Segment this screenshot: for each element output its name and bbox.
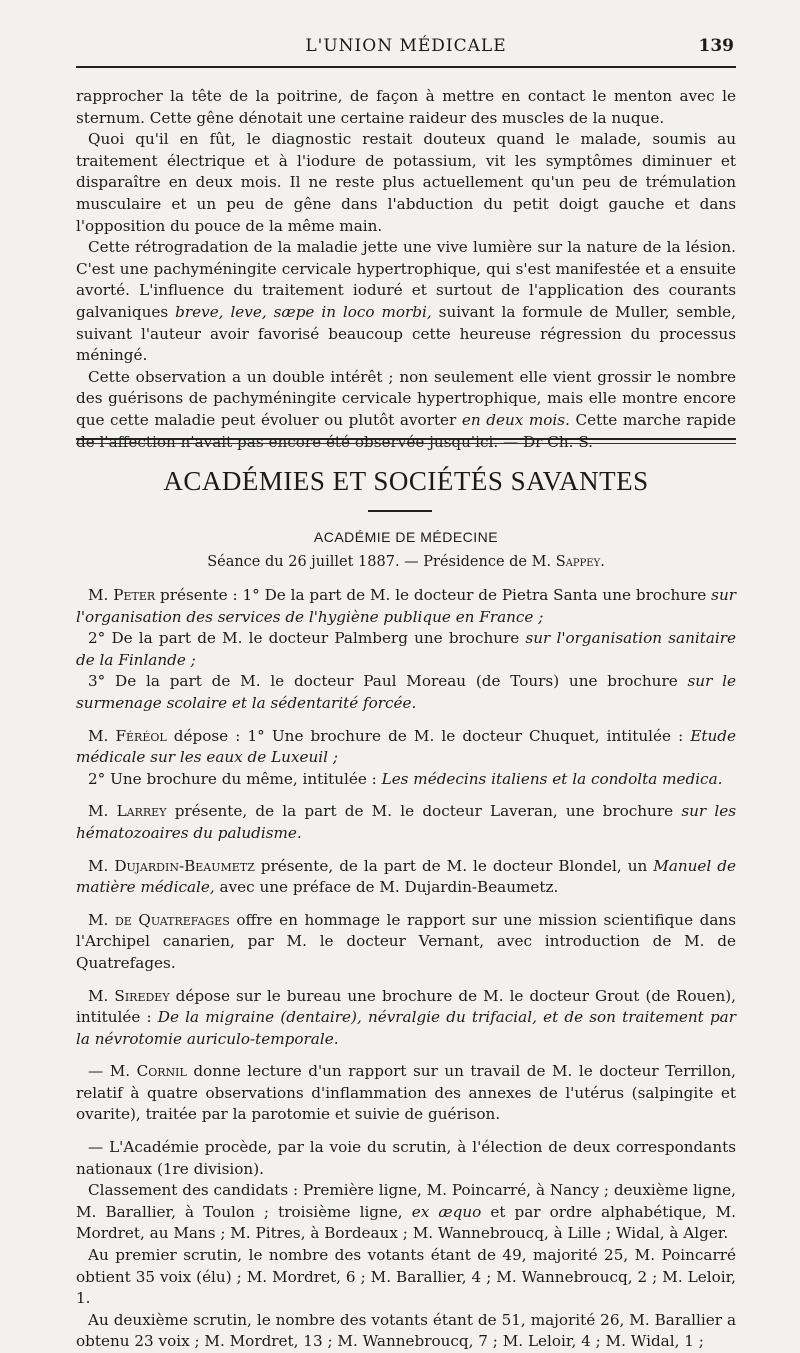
paragraph: M. Larrey présente, de la part de M. le docteur Laveran, une brochure sur les hématozoaires du paludisme. [76, 802, 736, 842]
paragraph: Quoi qu'il en fût, le diagnostic restait douteux quand le malade, soumis au traitement électrique et à l'iodure de potassium, vit les symptômes diminuer et disparaître en deux mois. Il ne reste plus actuellement qu'un peu de trémulation musculaire et un peu de gêne dans l'abduction du petit doigt gauche et dans l'opposition du pouce de la même main. [76, 130, 736, 235]
paragraph: M. Siredey dépose sur le bureau une brochure de M. le docteur Grout (de Rouen), intitulée : De la migraine (dentaire), névralgie du trifacial, et de son traitement par la névrotomie auriculo-temporale. [76, 986, 736, 1048]
intro-text [76, 86, 736, 453]
section-title: ACADÉMIES ET SOCIÉTÉS SAVANTES [163, 466, 649, 496]
session-text [76, 585, 736, 1353]
seance-line: Séance du 26 juillet 1887. — Présidence de M. Sappey. [207, 554, 605, 570]
paragraph: — L'Académie procède, par la voie du scrutin, à l'élection de deux correspondants nationaux (1re division). [76, 1138, 736, 1178]
header-rule [76, 66, 736, 68]
paragraph: M. Féréol dépose : 1° Une brochure de M. le docteur Chuquet, intitulée : Etude médicale sur les eaux de Luxeuil ; [76, 726, 736, 767]
title-rule [368, 510, 432, 512]
paragraph: Au deuxième scrutin, le nombre des votants étant de 51, majorité 26, M. Barallier a obtenu 23 voix ; M. Mordret, 13 ; M. Wannebroucq, 7 ; M. Leloir, 4 ; M. Widal, 1 ; [76, 1310, 736, 1351]
paragraph: Cette rétrogradation de la maladie jette une vive lumière sur la nature de la lésion. C'est une pachyméningite cervicale hypertrophique, qui s'est manifestée et a ensuite avorté. L'influence du traitement ioduré et surtout de l'application des courants galvaniques breve, leve, sæpe in loco morbi, suivant la formule de Muller, semble, suivant l'auteur avoir favorisé beaucoup cette heureuse régression du processus méningé. [76, 238, 736, 365]
paragraph: Au premier scrutin, le nombre des votants étant de 49, majorité 25, M. Poincarré obtient 35 voix (élu) ; M. Mordret, 6 ; M. Barallier, 4 ; M. Wannebroucq, 2 ; M. Leloir, 1. [76, 1246, 736, 1308]
paragraph: M. de Quatrefages offre en hommage le rapport sur une mission scientifique dans l'Archipel canarien, par M. le docteur Vernant, avec introduction de M. de Quatrefages. [76, 910, 736, 972]
section-rule-bottom [76, 443, 736, 444]
paragraph: — M. Cornil donne lecture d'un rapport sur un travail de M. le docteur Terrillon, relatif à quatre observations d'inflammation des annexes de l'utérus (salpingite et ovarite), traitée par la parotomie et suivie de guérison. [76, 1062, 736, 1124]
paragraph: Cette observation a un double intérêt ; non seulement elle vient grossir le nombre des guérisons de pachyméningite cervicale hypertrophique, mais elle montre encore que cette maladie peut évoluer ou plutôt avorter en deux mois. Cette marche rapide de l'affection n'avait pas encore été observée jusqu'ici. — Dr Ch. S. [76, 367, 736, 451]
paragraph: 3° De la part de M. le docteur Paul Moreau (de Tours) une brochure sur le surmenage scolaire et la sédentarité forcée. [76, 672, 736, 712]
paragraph: rapprocher la tête de la poitrine, de façon à mettre en contact le menton avec le sternum. Cette gêne dénotait une certaine raideur des muscles de la nuque. [76, 87, 736, 127]
paragraph: 2° De la part de M. le docteur Palmberg une brochure sur l'organisation sanitaire de la Finlande ; [76, 629, 736, 669]
running-title: L'UNION MÉDICALE [305, 36, 507, 56]
paragraph: M. Dujardin-Beaumetz présente, de la part de M. le docteur Blondel, un Manuel de matière médicale, avec une préface de M. Dujardin-Beaumetz. [76, 856, 736, 897]
page-header [76, 36, 736, 60]
page-number: 139 [698, 36, 734, 56]
section-subtitle: ACADÉMIE DE MÉDECINE [313, 529, 499, 545]
section-rule-top [76, 438, 736, 440]
paragraph: M. Peter présente : 1° De la part de M. le docteur de Pietra Santa une brochure sur l'organisation des services de l'hygiène publique en France ; [76, 586, 736, 626]
paragraph: 2° Une brochure du même, intitulée : Les médecins italiens et la condolta medica. [88, 769, 723, 788]
paragraph: Classement des candidats : Première ligne, M. Poincarré, à Nancy ; deuxième ligne, M. Barallier, à Toulon ; troisième ligne, ex æquo et par ordre alphabétique, M. Mordret, au Mans ; M. Pitres, à Bordeaux ; M. Wannebroucq, à Lille ; Widal, à Alger. [76, 1181, 736, 1243]
